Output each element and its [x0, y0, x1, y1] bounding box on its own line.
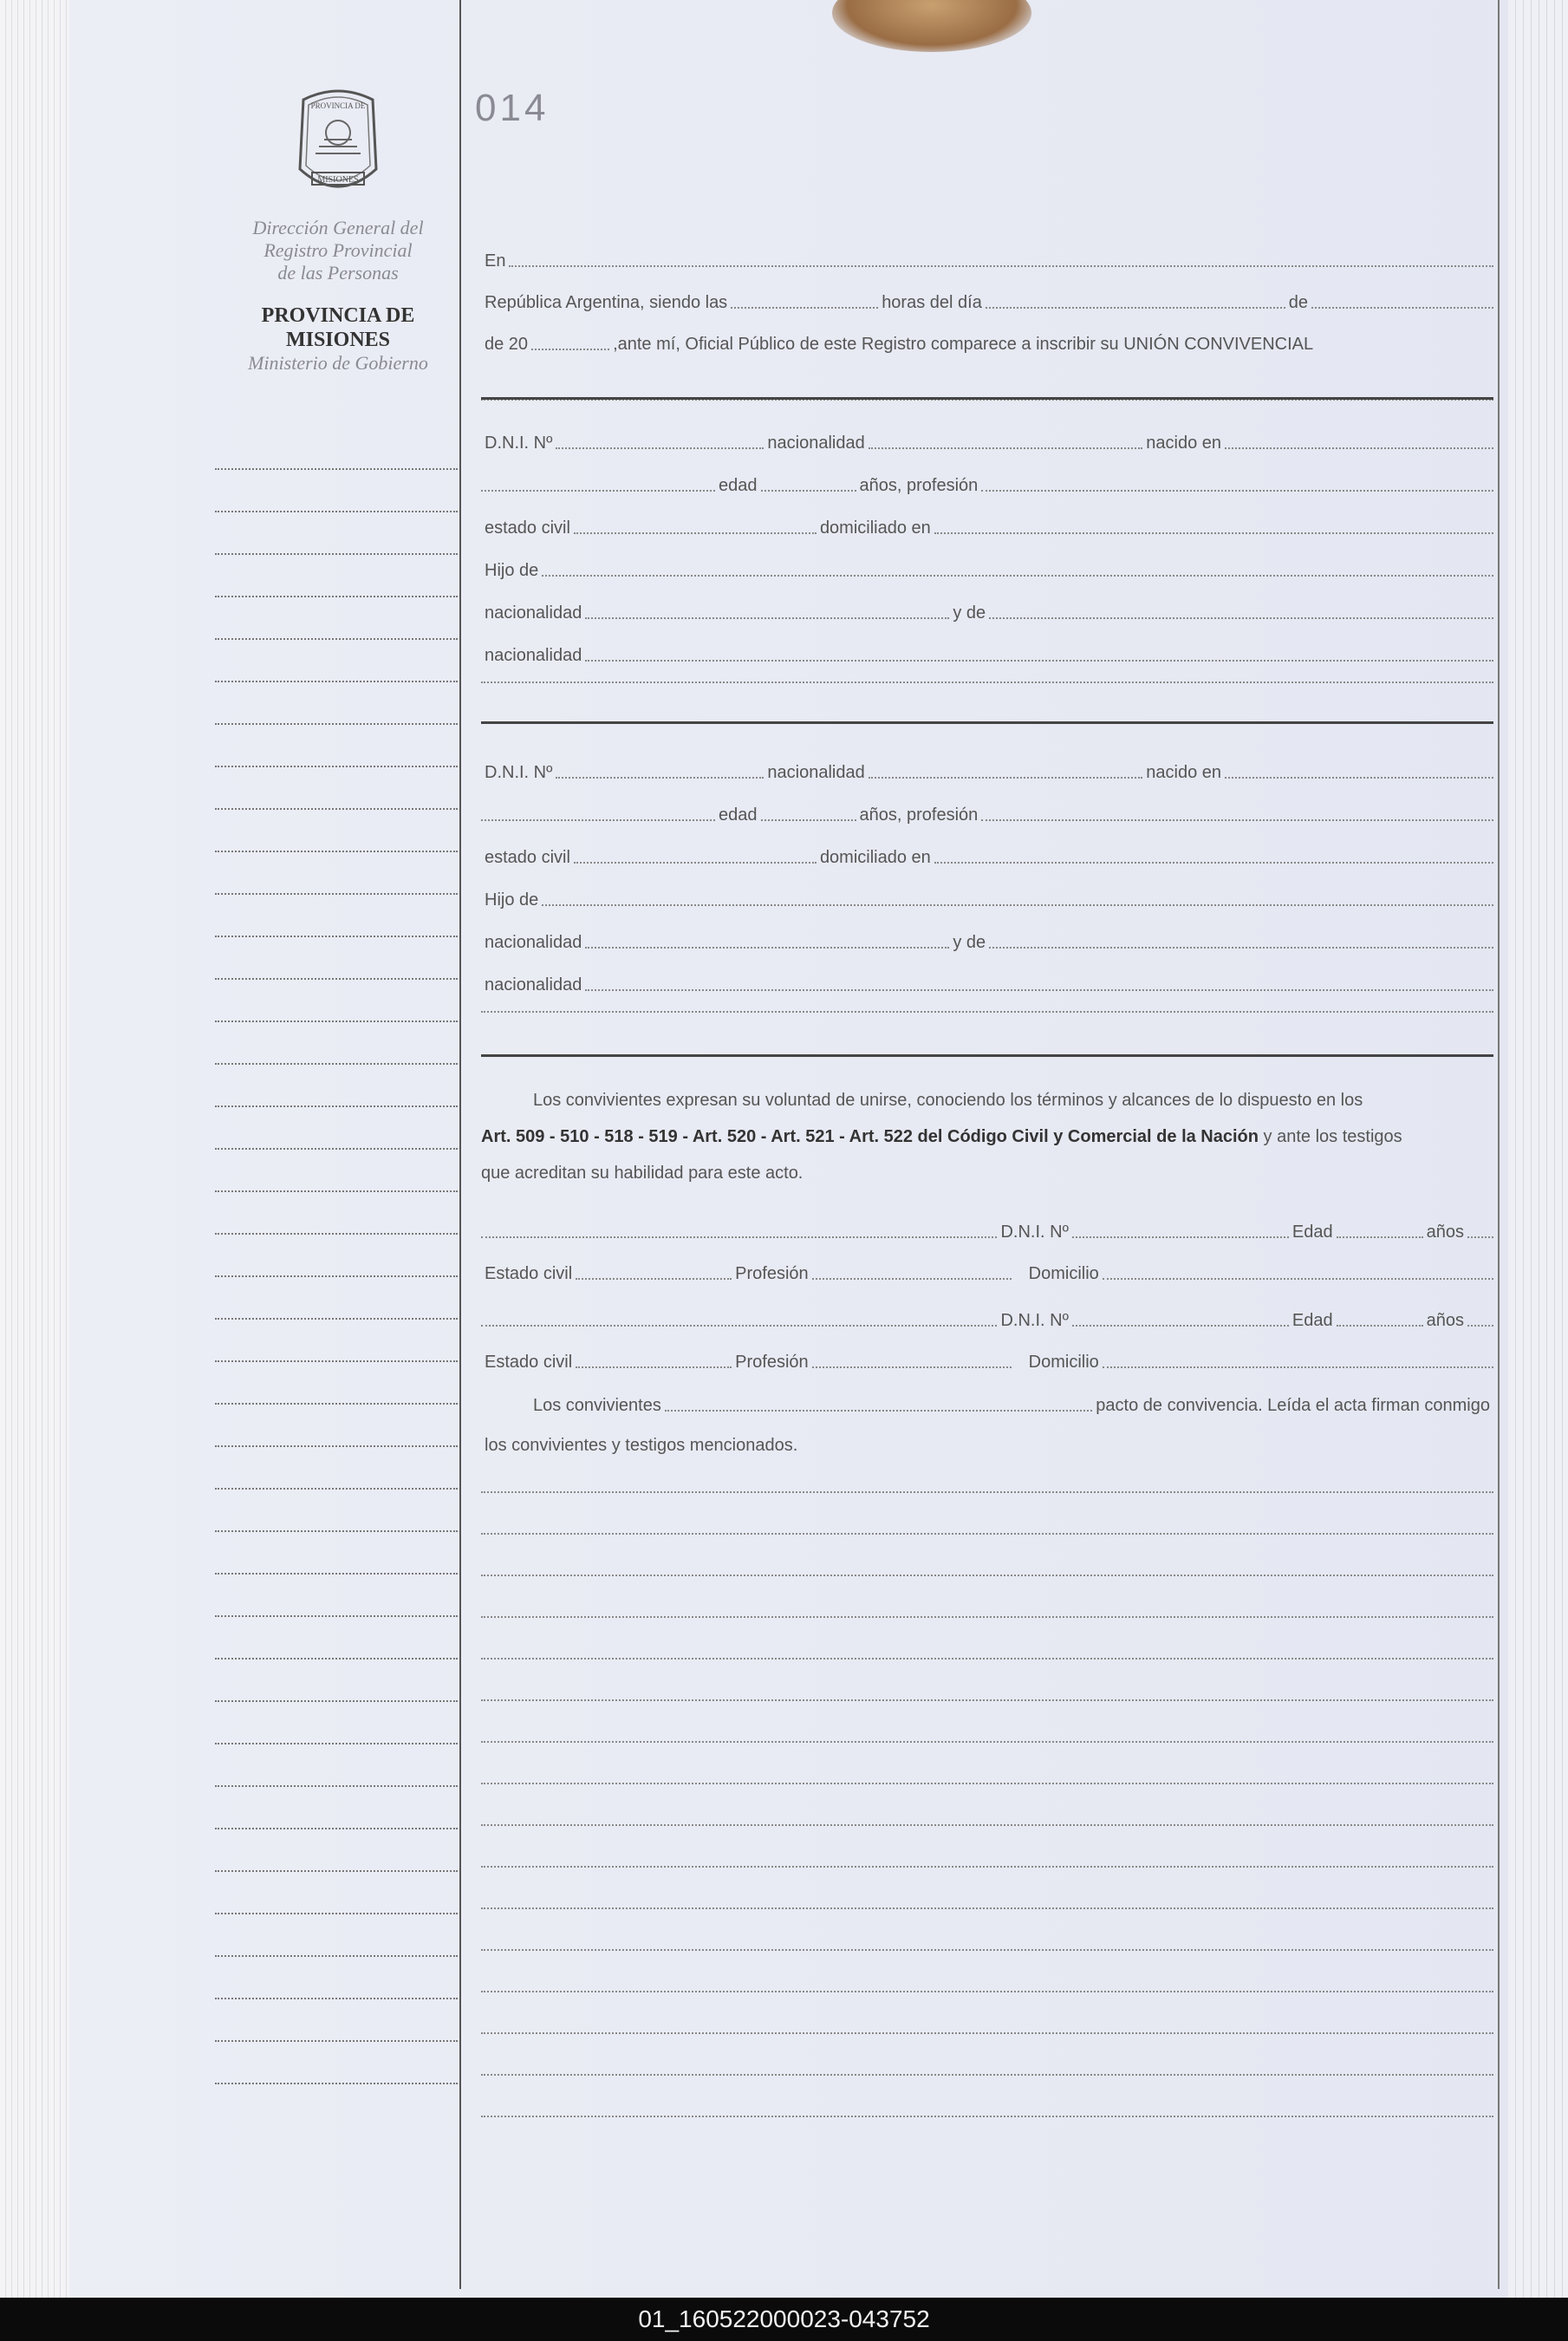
margin-note-line[interactable] [215, 1233, 458, 1235]
testigo-detail-line[interactable] [481, 1264, 1493, 1284]
person-field-label: nacionalidad [767, 434, 865, 453]
blank-signature-line[interactable] [481, 1824, 1493, 1826]
testigo-dni-label: D.N.I. Nº [1000, 1223, 1069, 1242]
margin-note-line[interactable] [215, 893, 458, 895]
blank-signature-line[interactable] [481, 1991, 1493, 1992]
intro-line-2[interactable] [481, 293, 1493, 313]
margin-note-line[interactable] [215, 1445, 458, 1447]
margin-note-line[interactable] [215, 1870, 458, 1872]
margin-note-line[interactable] [215, 2040, 458, 2042]
blank-signature-line[interactable] [481, 1783, 1493, 1784]
margin-note-line[interactable] [215, 1913, 458, 1914]
person-field-label: nacido en [1146, 434, 1221, 453]
testigo-dni-line[interactable] [481, 1311, 1493, 1331]
ante-label: ,ante mí, Oficial Público de este Registro comparece a inscribir su UNIÓN CONVIVENCIAL [613, 335, 1314, 354]
blank-signature-line[interactable] [481, 1949, 1493, 1951]
person-field-label: Hijo de [485, 890, 539, 910]
person-form-line[interactable] [481, 434, 1493, 453]
person-form-line[interactable] [481, 646, 1493, 666]
margin-note-line[interactable] [215, 1573, 458, 1575]
margin-note-line[interactable] [215, 808, 458, 810]
margin-note-line[interactable] [215, 851, 458, 852]
person-form-line[interactable] [481, 848, 1493, 868]
section-rule-2 [481, 721, 1493, 724]
person-form-line[interactable] [481, 518, 1493, 538]
articles-reference: Art. 509 - 510 - 518 - 519 - Art. 520 - Art. 521 - Art. 522 del Código Civil y Comercial de la Nación [481, 1127, 1259, 1146]
person-field-label: domiciliado en [819, 518, 931, 538]
margin-note-line[interactable] [215, 596, 458, 597]
testigo-dni-label: D.N.I. Nº [1000, 1311, 1069, 1330]
person-form-line[interactable] [481, 890, 1493, 910]
person-form-line[interactable] [481, 561, 1493, 581]
intro-line-1[interactable] [481, 251, 1493, 271]
svg-text:PROVINCIA DE: PROVINCIA DE [310, 101, 366, 110]
testigo-estado-label: Estado civil [485, 1264, 573, 1283]
blank-signature-line[interactable] [481, 1616, 1493, 1618]
pacto-line[interactable] [481, 1396, 1493, 1416]
convivientes-text-a: Los convivientes expresan su voluntad de unirse, conociendo los términos y alcances de lo dispuesto en los [533, 1091, 1363, 1110]
pacto-final-label: los convivientes y testigos mencionados. [485, 1436, 798, 1455]
margin-note-line[interactable] [215, 1530, 458, 1532]
person-field-label: años, profesión [859, 805, 979, 825]
republica-label: República Argentina, siendo las [485, 293, 728, 312]
direccion-line-3: de las Personas [277, 262, 399, 284]
person-blank-line[interactable] [481, 1011, 1493, 1013]
de-label: de [1288, 293, 1308, 312]
blank-signature-line[interactable] [481, 1741, 1493, 1743]
de20-label: de 20 [485, 335, 529, 354]
blank-signature-line[interactable] [481, 1491, 1493, 1493]
margin-note-line[interactable] [215, 1743, 458, 1744]
testigo-edad-label: Edad [1291, 1223, 1333, 1242]
convivientes-paragraph [481, 1082, 1493, 1191]
pacto-los-label: Los convivientes [533, 1396, 661, 1415]
pacto-label: pacto de convivencia. Leída el acta firman conmigo [1096, 1396, 1490, 1415]
margin-note-line[interactable] [215, 553, 458, 555]
person-field-label: estado civil [485, 518, 570, 538]
person-field-label: y de [953, 933, 986, 952]
page-stack-right-edge [1508, 0, 1568, 2298]
margin-note-line[interactable] [215, 1318, 458, 1320]
folio-number: 014 [475, 87, 550, 129]
svg-text:MISIONES: MISIONES [317, 175, 359, 185]
provincial-seal-icon [286, 82, 390, 204]
blank-signature-line[interactable] [481, 1907, 1493, 1909]
person-field-label: nacionalidad [485, 975, 582, 994]
person-form-line[interactable] [481, 476, 1493, 496]
person-form-line[interactable] [481, 975, 1493, 995]
margin-note-line[interactable] [215, 1148, 458, 1150]
margin-note-line[interactable] [215, 1275, 458, 1277]
margin-note-line[interactable] [215, 2083, 458, 2084]
registry-header [208, 82, 468, 375]
margin-note-line[interactable] [215, 1998, 458, 1999]
margin-note-line[interactable] [215, 1615, 458, 1617]
person-field-label: nacionalidad [485, 603, 582, 623]
section-rule-1 [481, 397, 1493, 400]
person-field-label: edad [719, 476, 758, 495]
convivientes-text-d: que acreditan su habilidad para este acto. [481, 1164, 804, 1183]
testigo-anos-label: años [1426, 1223, 1464, 1242]
intro-line-3[interactable] [481, 335, 1493, 355]
margin-note-line[interactable] [215, 1700, 458, 1702]
margin-note-line[interactable] [215, 468, 458, 470]
margin-note-line[interactable] [215, 723, 458, 725]
ministerio-line: Ministerio de Gobierno [248, 352, 428, 374]
person-form-line[interactable] [481, 603, 1493, 623]
blank-signature-line[interactable] [481, 1533, 1493, 1535]
testigo-profesion-label: Profesión [735, 1353, 809, 1372]
direccion-line-1: Dirección General del [252, 217, 424, 238]
file-id-caption: 01_160522000023-043752 [0, 2298, 1568, 2341]
blank-signature-line[interactable] [481, 2116, 1493, 2117]
provincia-line-1: PROVINCIA DE [261, 304, 415, 327]
person-form-line[interactable] [481, 933, 1493, 953]
person-form-line[interactable] [481, 763, 1493, 783]
right-border [1498, 0, 1500, 2289]
margin-note-line[interactable] [215, 1063, 458, 1065]
person-field-label: años, profesión [859, 476, 979, 495]
en-label: En [485, 251, 506, 271]
direccion-line-2: Registro Provincial [264, 239, 413, 261]
convivientes-text-c: y ante los testigos [1263, 1127, 1402, 1146]
margin-note-line[interactable] [215, 511, 458, 512]
testigo-anos-label: años [1426, 1311, 1464, 1330]
margin-note-line[interactable] [215, 1828, 458, 1829]
testigo-edad-label: Edad [1291, 1311, 1333, 1330]
person-field-label: nacionalidad [767, 763, 865, 782]
testigo-domicilio-label: Domicilio [1028, 1264, 1099, 1283]
margin-note-line[interactable] [215, 1955, 458, 1957]
person-field-label: y de [953, 603, 986, 623]
blank-signature-line[interactable] [481, 1575, 1493, 1576]
person-field-label: estado civil [485, 848, 570, 867]
margin-note-line[interactable] [215, 978, 458, 980]
testigo-domicilio-label: Domicilio [1028, 1353, 1099, 1372]
margin-note-line[interactable] [215, 1488, 458, 1490]
person-field-label: D.N.I. Nº [485, 763, 553, 782]
margin-note-line[interactable] [215, 1658, 458, 1660]
margin-note-line[interactable] [215, 1403, 458, 1405]
person-field-label: domiciliado en [819, 848, 931, 867]
margin-note-line[interactable] [215, 1190, 458, 1192]
blank-signature-line[interactable] [481, 1866, 1493, 1868]
testigo-profesion-label: Profesión [735, 1264, 809, 1283]
margin-note-line[interactable] [215, 1105, 458, 1107]
pacto-final-line [481, 1436, 1493, 1456]
testigo-detail-line[interactable] [481, 1353, 1493, 1373]
person-field-label: nacionalidad [485, 646, 582, 665]
margin-note-line[interactable] [215, 638, 458, 640]
margin-note-line[interactable] [215, 681, 458, 682]
blank-signature-line[interactable] [481, 1658, 1493, 1660]
margin-note-line[interactable] [215, 766, 458, 767]
margin-note-line[interactable] [215, 936, 458, 937]
blank-signature-line[interactable] [481, 2032, 1493, 2034]
testigo-dni-line[interactable] [481, 1223, 1493, 1242]
blank-signature-line[interactable] [481, 2074, 1493, 2076]
person-blank-line[interactable] [481, 681, 1493, 683]
horas-label: horas del día [882, 293, 982, 312]
margin-note-line[interactable] [215, 1021, 458, 1022]
provincia-line-2: MISIONES [285, 329, 391, 351]
margin-note-line[interactable] [215, 1360, 458, 1362]
person-field-label: nacido en [1146, 763, 1221, 782]
person-field-label: Hijo de [485, 561, 539, 580]
person-field-label: nacionalidad [485, 933, 582, 952]
testigo-estado-label: Estado civil [485, 1353, 573, 1372]
blank-signature-line[interactable] [481, 1699, 1493, 1701]
person-form-line[interactable] [481, 805, 1493, 825]
section-rule-3 [481, 1054, 1493, 1057]
person-field-label: edad [719, 805, 758, 825]
person-field-label: D.N.I. Nº [485, 434, 553, 453]
margin-note-line[interactable] [215, 1785, 458, 1787]
